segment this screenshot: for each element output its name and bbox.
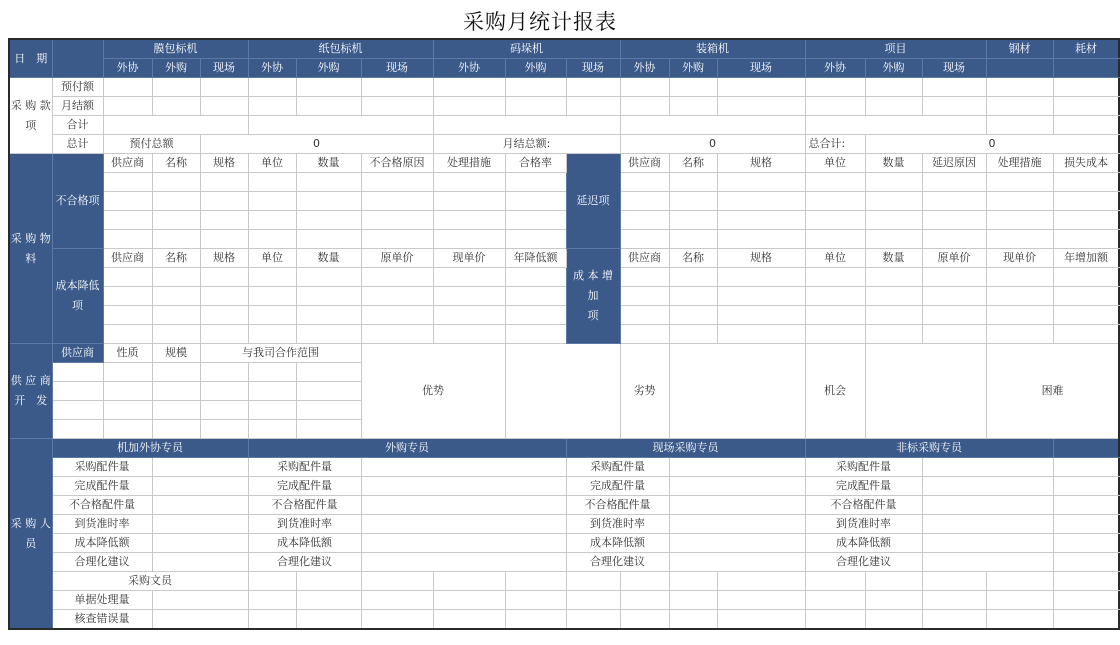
supplier-col-header: 与我司合作范围 — [200, 344, 361, 363]
metric-label: 采购配件量 — [52, 458, 152, 477]
col-header: 年增加额 — [1053, 249, 1119, 268]
sub-header: 外协 — [103, 59, 152, 78]
metric-label: 成本降低额 — [805, 534, 922, 553]
sub-header: 外购 — [865, 59, 922, 78]
col-header: 规格 — [717, 249, 805, 268]
metric-label: 合理化建议 — [566, 553, 669, 572]
metric-label: 合理化建议 — [805, 553, 922, 572]
machine-header: 纸包标机 — [248, 39, 433, 59]
supplier-col-header: 规模 — [152, 344, 200, 363]
sub-header: 外协 — [248, 59, 296, 78]
blank-cell — [986, 59, 1053, 78]
metric-label: 不合格配件量 — [805, 496, 922, 515]
staff-section-label: 采 购 人 员 — [9, 439, 52, 630]
sub-header: 外协 — [805, 59, 865, 78]
col-header: 供应商 — [103, 154, 152, 173]
unqualified-label: 不合格项 — [52, 154, 103, 249]
blank-cell — [1053, 59, 1119, 78]
row-label: 合计 — [52, 116, 103, 135]
staff-group-header: 外购专员 — [248, 439, 566, 458]
staff-group-header: 现场采购专员 — [566, 439, 805, 458]
sub-header: 现场 — [566, 59, 620, 78]
col-header: 供应商 — [103, 249, 152, 268]
supplier-col-header: 性质 — [103, 344, 152, 363]
col-header: 供应商 — [620, 249, 669, 268]
report-table — [8, 38, 1120, 630]
col-header: 原单价 — [922, 249, 986, 268]
col-header: 损失成本 — [1053, 154, 1119, 173]
row-label: 月结额 — [52, 97, 103, 116]
staff-group-header: 非标采购专员 — [805, 439, 1053, 458]
sub-header: 外协 — [433, 59, 505, 78]
sub-header: 外购 — [296, 59, 361, 78]
monthly-total-label: 月结总额: — [433, 135, 620, 154]
metric-label: 合理化建议 — [52, 553, 152, 572]
weakness-cell: 劣势 — [620, 344, 669, 439]
difficulty-cell: 困难 — [986, 344, 1119, 439]
metric-label: 完成配件量 — [248, 477, 361, 496]
col-header: 规格 — [200, 154, 248, 173]
metric-label: 到货准时率 — [52, 515, 152, 534]
supplier-section-label: 供 应 商 开 发 — [9, 344, 52, 439]
row-label: 总计 — [52, 135, 103, 154]
col-header: 名称 — [152, 249, 200, 268]
monthly-total-value: 0 — [620, 135, 805, 154]
sub-header: 外购 — [152, 59, 200, 78]
col-header: 处理措施 — [986, 154, 1053, 173]
metric-label: 完成配件量 — [805, 477, 922, 496]
col-header: 单位 — [805, 249, 865, 268]
col-header: 合格率 — [505, 154, 566, 173]
grand-total-label: 总合计: — [805, 135, 865, 154]
metric-label: 成本降低额 — [566, 534, 669, 553]
staff-group-header: 机加外协专员 — [52, 439, 248, 458]
cost-up-label: 成 本 增 加 项 — [566, 249, 620, 344]
col-header: 不合格原因 — [361, 154, 433, 173]
metric-label: 完成配件量 — [566, 477, 669, 496]
machine-header: 耗材 — [1053, 39, 1119, 59]
metric-label: 到货准时率 — [248, 515, 361, 534]
col-header: 现单价 — [986, 249, 1053, 268]
clerk-metric-label: 核查错误量 — [52, 610, 152, 630]
metric-label: 完成配件量 — [52, 477, 152, 496]
col-header: 现单价 — [433, 249, 505, 268]
payment-section-label: 采 购 款 项 — [9, 78, 52, 154]
row-label: 预付额 — [52, 78, 103, 97]
metric-label: 合理化建议 — [248, 553, 361, 572]
col-header: 年降低额 — [505, 249, 566, 268]
metric-label: 到货准时率 — [566, 515, 669, 534]
supplier-col-header: 供应商 — [52, 344, 103, 363]
opportunity-cell: 机会 — [805, 344, 865, 439]
strength-cell: 优势 — [361, 344, 505, 439]
metric-label: 到货准时率 — [805, 515, 922, 534]
blank-header — [52, 39, 103, 78]
metric-label: 不合格配件量 — [248, 496, 361, 515]
col-header: 原单价 — [361, 249, 433, 268]
col-header: 供应商 — [620, 154, 669, 173]
metric-label: 采购配件量 — [566, 458, 669, 477]
metric-label: 成本降低额 — [52, 534, 152, 553]
col-header: 规格 — [717, 154, 805, 173]
col-header: 延迟原因 — [922, 154, 986, 173]
metric-label: 不合格配件量 — [52, 496, 152, 515]
metric-label: 成本降低额 — [248, 534, 361, 553]
page-title: 采购月统计报表 — [463, 10, 617, 34]
machine-header: 钢材 — [986, 39, 1053, 59]
delay-label: 延迟项 — [566, 154, 620, 249]
col-header: 单位 — [248, 154, 296, 173]
sub-header: 外购 — [505, 59, 566, 78]
cost-down-label: 成本降低 项 — [52, 249, 103, 344]
prepaid-total-label: 预付总额 — [103, 135, 200, 154]
prepaid-total-value: 0 — [200, 135, 433, 154]
col-header: 名称 — [669, 154, 717, 173]
col-header: 名称 — [669, 249, 717, 268]
sub-header: 现场 — [200, 59, 248, 78]
col-header: 单位 — [805, 154, 865, 173]
sub-header: 外购 — [669, 59, 717, 78]
col-header: 数量 — [296, 249, 361, 268]
machine-header: 码垛机 — [433, 39, 620, 59]
col-header: 单位 — [248, 249, 296, 268]
col-header: 处理措施 — [433, 154, 505, 173]
metric-label: 采购配件量 — [248, 458, 361, 477]
clerk-header: 采购文员 — [52, 572, 248, 591]
date-header: 日 期 — [9, 39, 52, 78]
machine-header: 膜包标机 — [103, 39, 248, 59]
col-header: 规格 — [200, 249, 248, 268]
col-header: 名称 — [152, 154, 200, 173]
col-header: 数量 — [865, 154, 922, 173]
sub-header: 现场 — [717, 59, 805, 78]
metric-label: 采购配件量 — [805, 458, 922, 477]
sub-header: 现场 — [922, 59, 986, 78]
materials-section-label: 采 购 物 料 — [9, 154, 52, 344]
clerk-metric-label: 单据处理量 — [52, 591, 152, 610]
machine-header: 项目 — [805, 39, 986, 59]
col-header: 数量 — [296, 154, 361, 173]
col-header: 数量 — [865, 249, 922, 268]
sub-header: 现场 — [361, 59, 433, 78]
sub-header: 外协 — [620, 59, 669, 78]
metric-label: 不合格配件量 — [566, 496, 669, 515]
machine-header: 装箱机 — [620, 39, 805, 59]
grand-total-value: 0 — [865, 135, 1119, 154]
